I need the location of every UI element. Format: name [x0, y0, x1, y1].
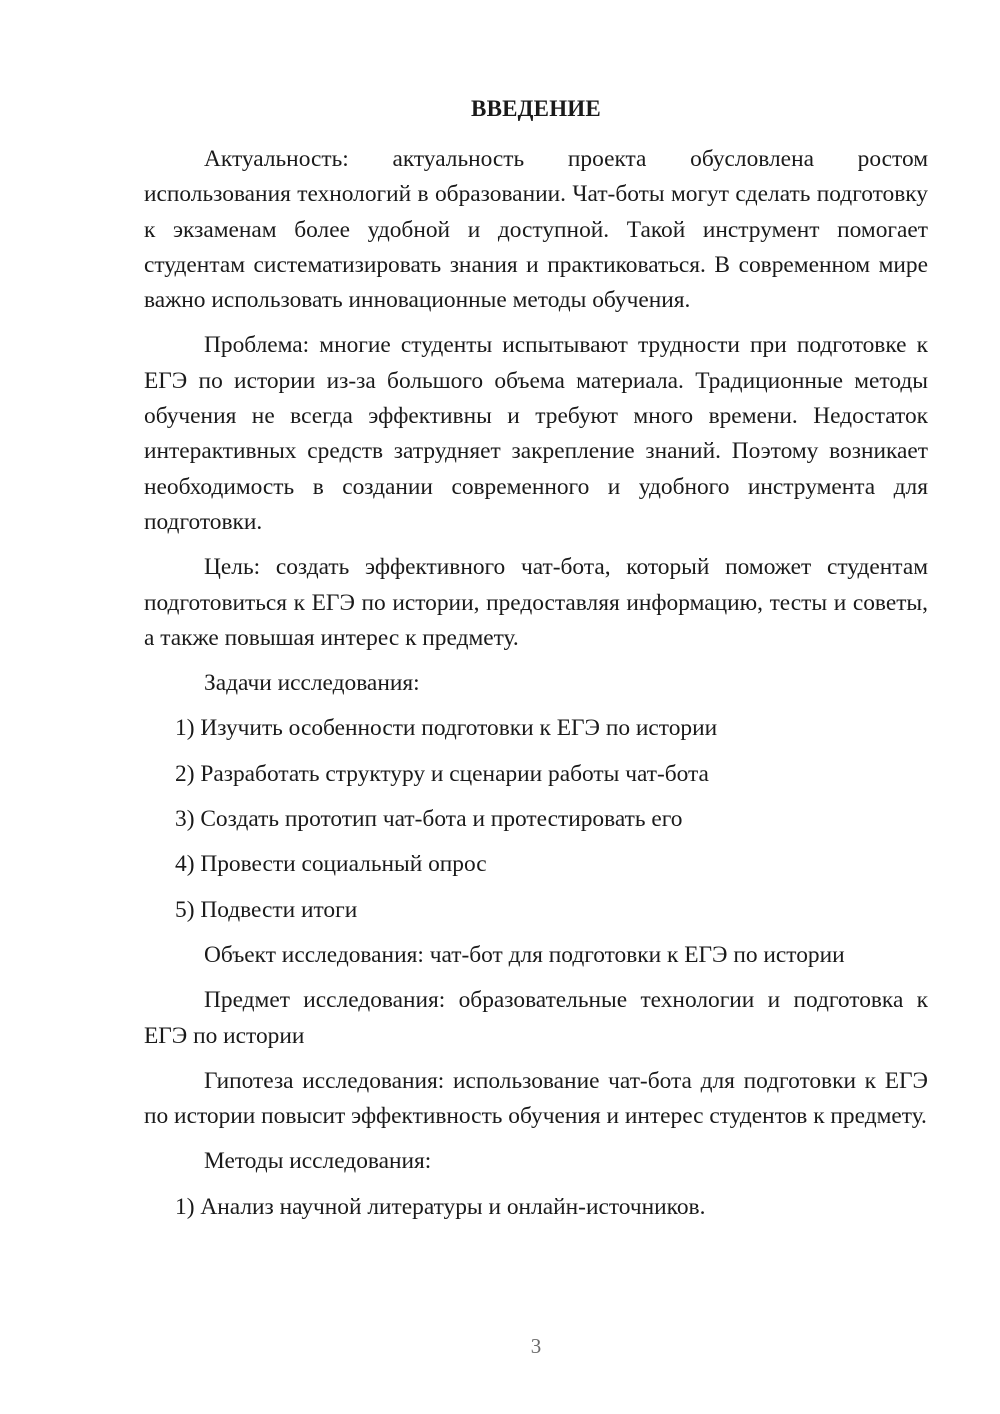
list-item: 1) Изучить особенности подготовки к ЕГЭ по истории [175, 715, 718, 742]
methods-heading: Методы исследования: [204, 1148, 432, 1175]
relevance-paragraph: Актуальность: актуальность проекта обусловлена ростом использования технологий в образовании. Чат-боты могут сделать подготовку к экзаменам более удобной и доступной. Такой инструмент помогает студентам систематизировать знания и практиковаться. В современном мире важно использовать инновационные методы обучения. [144, 146, 928, 314]
list-item: 3) Создать прототип чат-бота и протестировать его [175, 806, 683, 833]
page-title: ВВЕДЕНИЕ [471, 96, 601, 121]
list-item: 1) Анализ научной литературы и онлайн-источников. [175, 1193, 706, 1220]
hypothesis-paragraph: Гипотеза исследования: использование чат-бота для подготовки к ЕГЭ по истории повысит эффективность обучения и интерес студентов к предмету. [144, 1067, 928, 1130]
object-paragraph: Объект исследования: чат-бот для подготовки к ЕГЭ по истории [204, 941, 845, 968]
page-number: 3 [530, 1334, 542, 1358]
tasks-heading: Задачи исследования: [204, 670, 420, 697]
list-item: 4) Провести социальный опрос [175, 851, 487, 878]
goal-paragraph: Цель: создать эффективного чат-бота, который поможет студентам подготовиться к ЕГЭ по истории, предоставляя информацию, тесты и советы, а также повышая интерес к предмету. [144, 554, 928, 651]
subject-paragraph: Предмет исследования: образовательные технологии и подготовка к ЕГЭ по истории [144, 987, 928, 1049]
problem-paragraph: Проблема: многие студенты испытывают трудности при подготовке к ЕГЭ по истории из-за большого объема материала. Традиционные методы обучения не всегда эффективны и требуют много времени. Недостаток интерактивных средств затрудняет закрепление знаний. Поэтому возникает необходимость в создании современного и удобного инструмента для подготовки. [144, 332, 928, 535]
list-item: 2) Разработать структуру и сценарии работы чат-бота [175, 760, 709, 787]
document-body [144, 142, 928, 1235]
list-item: 5) Подвести итоги [175, 896, 358, 923]
